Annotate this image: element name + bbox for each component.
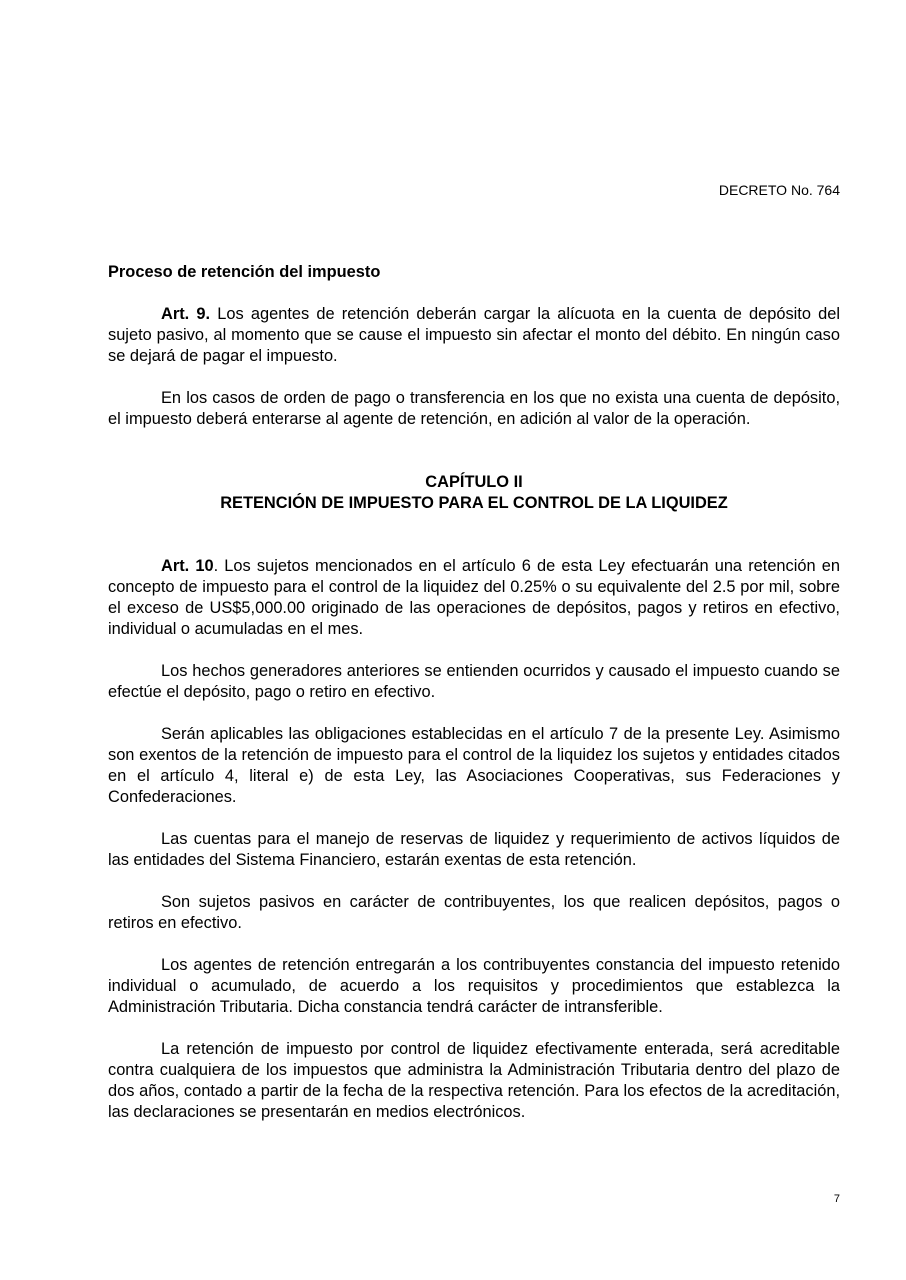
chapter-heading <box>108 472 840 514</box>
section-title: Proceso de retención del impuesto <box>108 263 381 281</box>
article-10-paragraph-6: Los agentes de retención entregarán a los contribuyentes constancia del impuesto retenido individual o acumulado, de acuerdo a los requisitos y procedimientos que establezca la Administración Tributaria. Dicha constancia tendrá carácter de intransferible. <box>108 956 840 1016</box>
article-10-label: Art. 10 <box>161 557 214 575</box>
article-9-label: Art. 9. <box>161 305 211 323</box>
article-10-paragraph-7: La retención de impuesto por control de liquidez efectivamente enterada, será acreditable contra cualquiera de los impuestos que administra la Administración Tributaria dentro del plazo de dos años, contado a partir de la fecha de la respectiva retención. Para los efectos de la acreditación, las declaraciones se presentarán en medios electrónicos. <box>108 1040 840 1121</box>
article-9-paragraph <box>108 304 840 367</box>
page-number: 7 <box>833 1193 840 1205</box>
article-10-paragraph-2: Los hechos generadores anteriores se entienden ocurridos y causado el impuesto cuando se efectúe el depósito, pago o retiro en efectivo. <box>108 662 840 701</box>
decree-reference: DECRETO No. 764 <box>718 182 840 198</box>
document-body <box>108 262 840 1144</box>
article-9-text: Los agentes de retención deberán cargar la alícuota en la cuenta de depósito del sujeto pasivo, al momento que se cause el impuesto sin afectar el monto del débito. En ningún caso se dejará de pagar el impuesto. <box>108 305 841 365</box>
article-9-paragraph-2: En los casos de orden de pago o transferencia en los que no exista una cuenta de depósito, el impuesto deberá enterarse al agente de retención, en adición al valor de la operación. <box>108 389 840 428</box>
article-10-paragraph <box>108 556 840 640</box>
chapter-number: CAPÍTULO II <box>425 473 523 491</box>
chapter-title: RETENCIÓN DE IMPUESTO PARA EL CONTROL DE LA LIQUIDEZ <box>220 494 728 512</box>
article-10-text: . Los sujetos mencionados en el artículo 6 de esta Ley efectuarán una retención en concepto de impuesto para el control de la liquidez del 0.25% o su equivalente del 2.5 por mil, sobre el exceso de US$5,000.00 originado de las operaciones de depósitos, pagos y retiros en efectivo, individual o acumuladas en el mes. <box>108 557 840 638</box>
article-10-paragraph-4: Las cuentas para el manejo de reservas de liquidez y requerimiento de activos líquidos de las entidades del Sistema Financiero, estarán exentas de esta retención. <box>108 830 840 869</box>
article-10-paragraph-3: Serán aplicables las obligaciones establecidas en el artículo 7 de la presente Ley. Asimismo son exentos de la retención de impuesto para el control de la liquidez los sujetos y entidades citados en el artículo 4, literal e) de esta Ley, las Asociaciones Cooperativas, sus Federaciones y Confederaciones. <box>108 725 840 806</box>
article-10-paragraph-5: Son sujetos pasivos en carácter de contribuyentes, los que realicen depósitos, pagos o retiros en efectivo. <box>108 893 840 932</box>
